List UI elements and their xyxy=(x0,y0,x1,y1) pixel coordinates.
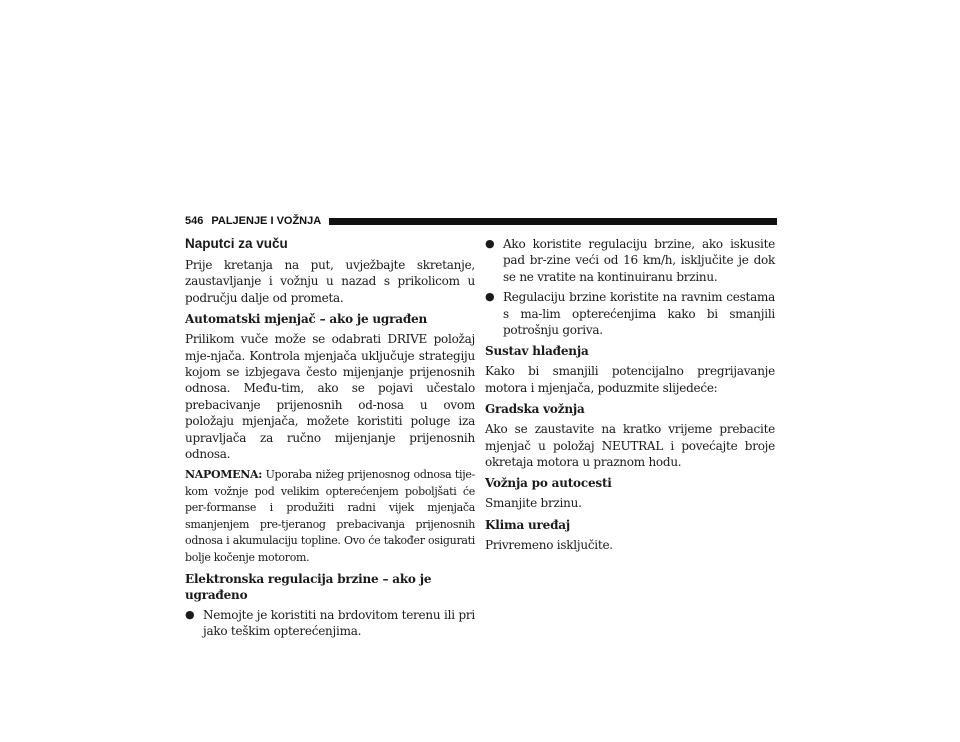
page-number: 546 xyxy=(185,215,204,227)
list-item: ● Ako koristite regulaciju brzine, ako iskusite pad br-zine veći od 16 km/h, isključite je dok se ne vratite na kontinuiranu brzinu. xyxy=(485,237,775,284)
automatic-transmission-subheading: Automatski mjenjač – ako je ugrađen xyxy=(185,312,427,327)
bullet-icon: ● xyxy=(485,237,495,250)
highway-driving-paragraph: Smanjite brzinu. xyxy=(485,496,582,511)
list-item: ● Nemojte je koristiti na brdovitom terenu ili pri jako teškim opterećenjima. xyxy=(185,607,475,639)
note-paragraph xyxy=(185,467,475,565)
header-rule xyxy=(329,218,777,225)
right-column xyxy=(485,236,775,558)
city-driving-paragraph: Ako se zaustavite na kratko vrijeme prebacite mjenjač u položaj NEUTRAL i povećajte broje okretaja motora u praznom hodu. xyxy=(485,422,775,470)
cooling-paragraph: Kako bi smanjili potencijalno pregrijavanje motora i mjenjača, poduzmite slijedeće: xyxy=(485,364,775,395)
note-text: Uporaba nižeg prijenosnog odnosa tije-kom vožnje pod velikim opterećenjem poboljšati će per-formanse i produžiti radni vijek mjenjača smanjenjem pre-tjeranog prebacivanja prijenosnih odnosa i akumulaciju topline. Ovo će također osigurati bolje kočenje motorom. xyxy=(185,468,475,564)
air-conditioning-subheading: Klima uređaj xyxy=(485,517,570,532)
cruise-bullet-list-continued xyxy=(485,236,775,338)
highway-driving-subheading: Vožnja po autocesti xyxy=(485,476,612,491)
list-item: ● Regulaciju brzine koristite na ravnim cestama s ma-lim opterećenjima kako bi smanjili potrošnju goriva. xyxy=(485,290,775,338)
bullet-icon: ● xyxy=(485,290,495,304)
towing-heading: Naputci za vuču xyxy=(185,236,288,251)
page-header xyxy=(185,213,777,229)
intro-paragraph: Prije kretanja na put, uvježbajte skretanje, zaustavljanje i vožnju u nazad s prikolicom u području dalje od prometa. xyxy=(185,258,475,305)
cruise-bullet-list xyxy=(185,607,475,640)
left-column xyxy=(185,236,475,645)
air-conditioning-paragraph: Privremeno isključite. xyxy=(485,537,613,552)
city-driving-subheading: Gradska vožnja xyxy=(485,402,585,417)
cruise-control-subheading: Elektronska regulacija brzine – ako je ugrađeno xyxy=(185,571,432,602)
cooling-subheading: Sustav hlađenja xyxy=(485,344,589,359)
bullet-icon: ● xyxy=(185,607,195,621)
note-label: NAPOMENA: xyxy=(185,468,262,482)
automatic-transmission-paragraph: Prilikom vuče može se odabrati DRIVE položaj mje-njača. Kontrola mjenjača uključuje strategiju kojom se izbjegava često mijenjanje prijenosnih odnosa. Među-tim, ako se pojavi učestalo prebacivanje prijenosnih od-nosa u ovom položaju mjenjača, možete koristiti poluge iza upravljača za ručno mijenjanje prijenosnih odnosa. xyxy=(185,332,475,462)
section-title: PALJENJE I VOŽNJA xyxy=(211,215,322,227)
